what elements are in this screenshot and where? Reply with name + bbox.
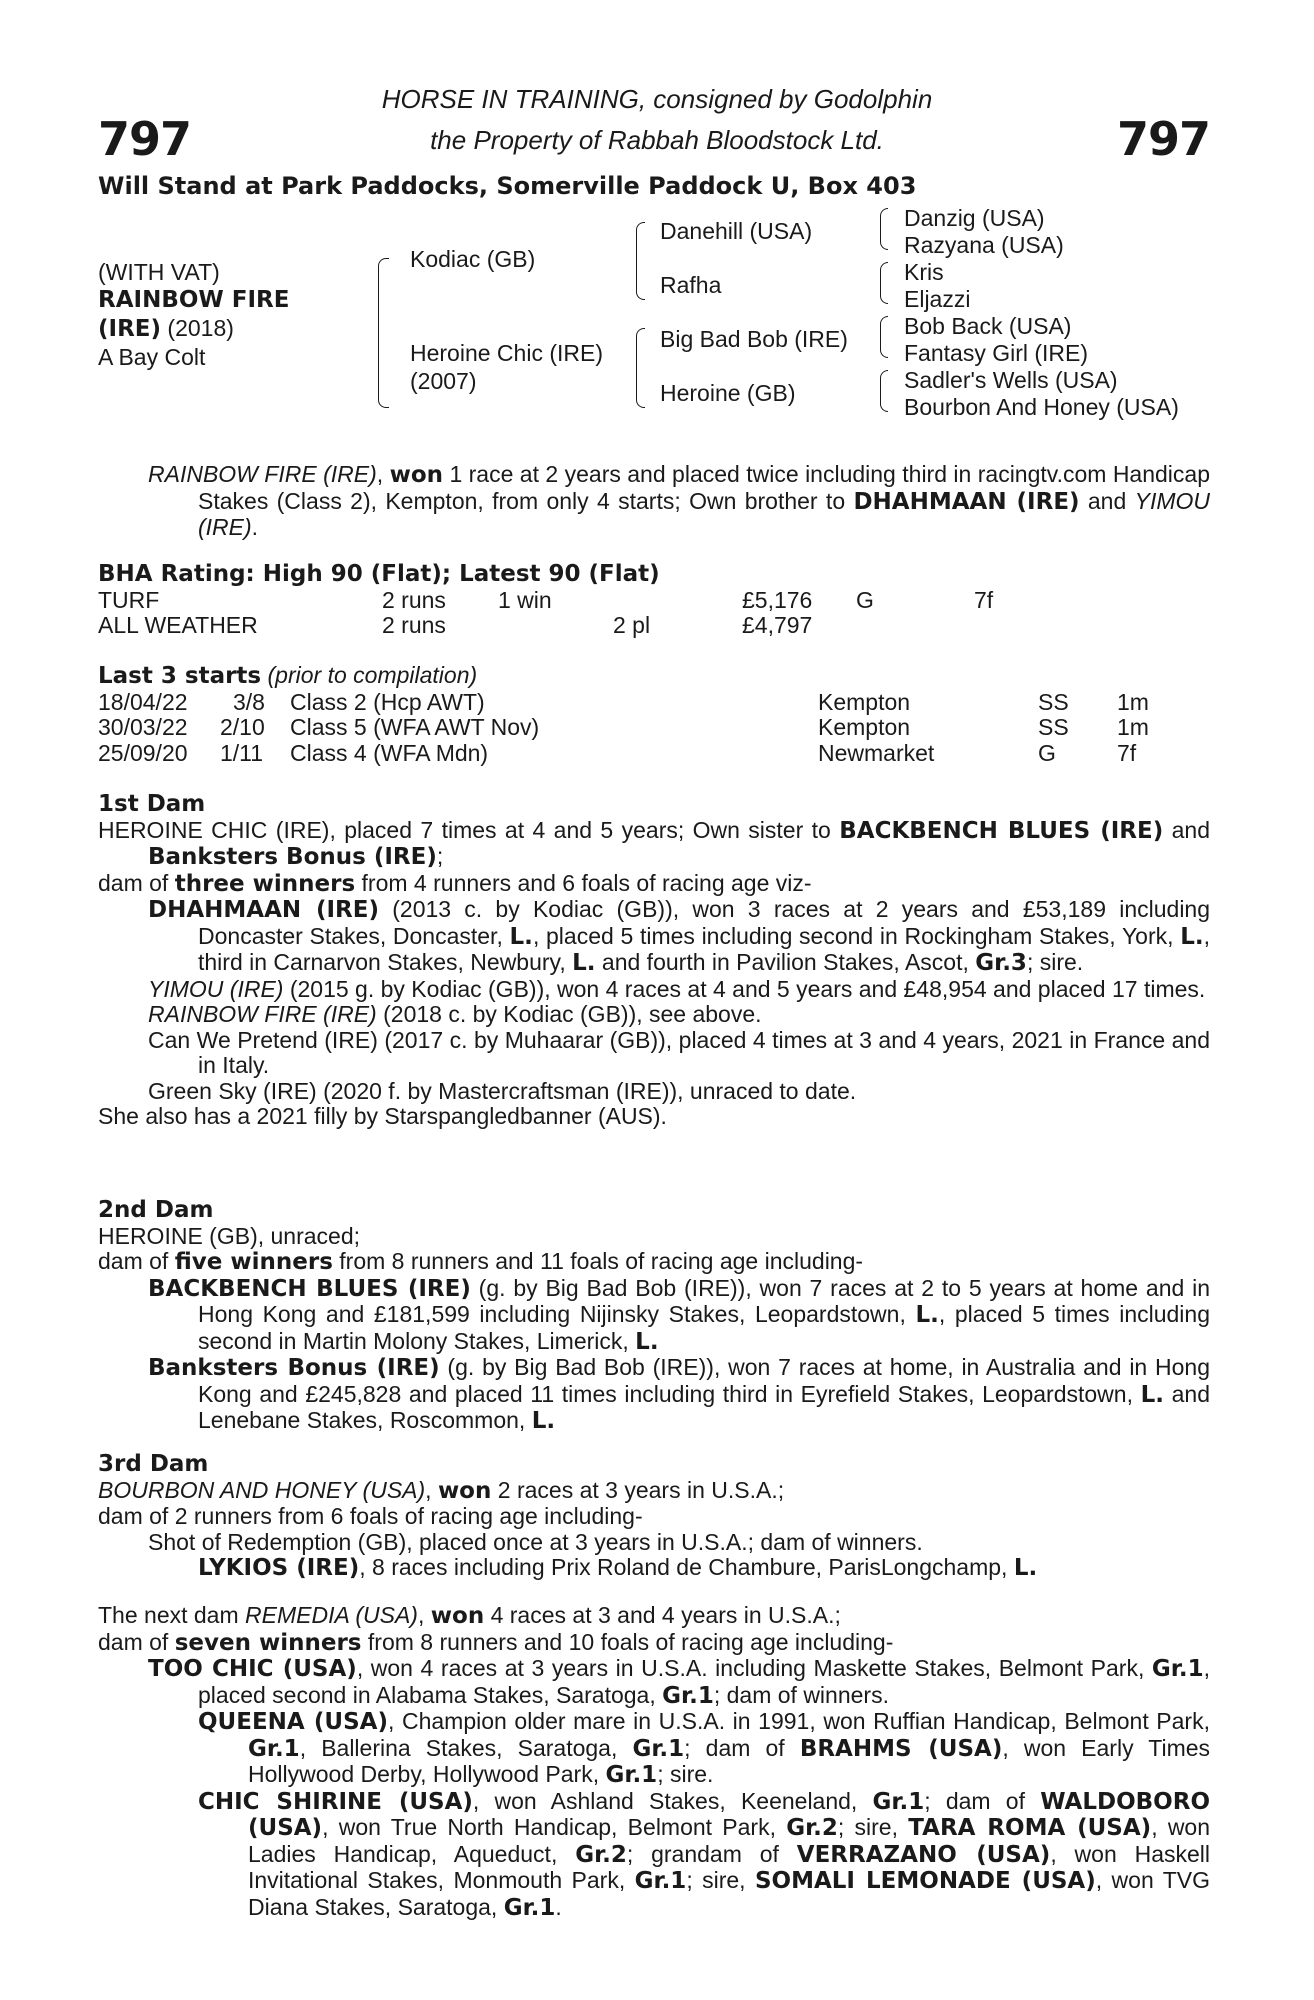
produce-entry — [148, 1002, 1210, 1028]
vat-label: (WITH VAT) — [98, 259, 220, 285]
text: 4 races at 3 and 4 years in U.S.A.; — [484, 1602, 841, 1628]
course: Newmarket — [818, 739, 935, 766]
produce-entry: Green Sky (IRE) (2020 f. by Mastercraftsman (IRE)), unraced to date. — [148, 1077, 857, 1104]
produce-entry — [148, 1276, 1210, 1356]
grade: L. — [1013, 1555, 1038, 1581]
surface: TURF — [98, 586, 160, 613]
rating-row — [98, 613, 1210, 639]
rating-title: BHA Rating: High 90 (Flat); Latest 90 (Flat) — [98, 561, 660, 587]
ssd: Razyana (USA) — [904, 232, 1064, 258]
dam-line — [98, 818, 1210, 871]
text: , Ballerina Stakes, Saratoga, — [299, 1734, 633, 1761]
start-row — [98, 690, 1210, 716]
text: ; dam of — [924, 1787, 1041, 1814]
produce-name: TOO CHIC (USA) — [148, 1656, 357, 1682]
dam-sire: Big Bad Bob (IRE) — [660, 326, 848, 352]
race: Class 5 (WFA AWT Nov) — [290, 714, 540, 740]
pedigree-brace — [378, 258, 389, 408]
text: from 8 runners and 11 foals of racing age including- — [332, 1248, 864, 1274]
date: 25/09/20 — [98, 739, 188, 766]
text: (2013 c. by Kodiac (GB)), won 3 races at 2 years and £53,189 including Doncaster Stakes, Doncaster, — [198, 896, 1211, 949]
text: (g. by Big Bad Bob (IRE)), won 7 races at home, in Australia and in Hong Kong and £245,828 and placed 11 times including third in Eyrefield Stakes, Leopardstown, — [198, 1354, 1210, 1407]
dam: Heroine Chic (IRE) — [410, 340, 603, 366]
produce-name: VERRAZANO (USA) — [796, 1841, 1051, 1868]
won-label: won — [389, 462, 444, 488]
text: ; sire, — [686, 1867, 755, 1893]
consignor-line: HORSE IN TRAINING, consigned by Godolphin — [381, 84, 933, 114]
text: from 8 runners and 10 foals of racing age including- — [361, 1628, 894, 1655]
dam-produce-line — [98, 1630, 1210, 1657]
grade: L. — [1140, 1381, 1164, 1408]
text: , won Ladies Handicap, Aqueduct, — [248, 1814, 1211, 1867]
surface: ALL WEATHER — [98, 612, 258, 638]
grade: Gr.1 — [503, 1894, 556, 1921]
text: The next dam — [98, 1602, 246, 1628]
text: 1 race at 2 years and placed twice including third in racingtv.com Handicap Stakes (Class 2), Kempton, from only 4 starts; Own brother to — [198, 461, 1210, 514]
grade: Gr.1 — [1151, 1656, 1204, 1682]
won-label: won — [437, 1477, 492, 1504]
text: , — [417, 1602, 431, 1628]
property-line: the Property of Rabbah Bloodstock Ltd. — [430, 125, 884, 155]
text: , third in Carnarvon Stakes, Newbury, — [198, 922, 1211, 975]
produce-entry — [148, 977, 1210, 1003]
section-title: 2nd Dam — [98, 1197, 214, 1223]
next-dam-section — [98, 1603, 1210, 1921]
text: ; dam of winners. — [713, 1681, 889, 1708]
date: 30/03/22 — [98, 714, 188, 740]
prize-money: £4,797 — [742, 612, 813, 638]
start-row — [98, 715, 1210, 741]
dam-produce-line: dam of 2 runners from 6 foals of racing age including- — [98, 1503, 643, 1529]
runs: 2 runs — [382, 586, 446, 613]
won-label: won — [430, 1603, 485, 1629]
ddd: Bourbon And Honey (USA) — [904, 394, 1179, 420]
text: ; dam of — [684, 1734, 800, 1761]
starts-note: (prior to compilation) — [261, 662, 478, 688]
winners-count: five winners — [174, 1249, 333, 1275]
course: Kempton — [818, 714, 911, 740]
produce-name: YIMOU (IRE) — [148, 975, 284, 1002]
grandproduce-entry — [198, 1555, 1210, 1582]
grade: Gr.1 — [632, 1735, 685, 1762]
produce-name: TARA ROMA (USA) — [908, 1815, 1152, 1841]
grade: L. — [572, 950, 596, 976]
course: Kempton — [818, 688, 911, 715]
horse-name-italic: RAINBOW FIRE (IRE) — [148, 461, 377, 487]
text: dam of — [98, 1628, 175, 1655]
text: ; sire. — [1026, 949, 1084, 975]
text: (g. by Big Bad Bob (IRE)), won 7 races at 2 to 5 years at home and in Hong Kong and £181,599 including Nijinsky Stakes, Leopardstown, — [198, 1274, 1210, 1327]
sdd: Eljazzi — [904, 286, 971, 312]
winners-count: seven winners — [174, 1629, 362, 1656]
going: SS — [1038, 714, 1069, 740]
sibling-name: YIMOU (IRE) — [198, 487, 1210, 540]
grade: Gr.1 — [605, 1762, 658, 1788]
text: 2 races at 3 years in U.S.A.; — [491, 1476, 785, 1503]
produce-name: BRAHMS (USA) — [799, 1735, 1003, 1762]
produce-name: CHIC SHIRINE (USA) — [198, 1788, 473, 1815]
grade: L. — [1180, 923, 1204, 950]
text: . — [251, 514, 259, 540]
horse-identity — [98, 258, 289, 371]
text: , — [425, 1476, 438, 1503]
dam-produce-line — [98, 871, 1210, 898]
text: ; — [436, 843, 444, 869]
produce-entry: Shot of Redemption (GB), placed once at 3 years in U.S.A.; dam of winners. — [148, 1528, 923, 1555]
text: dam of — [98, 1248, 175, 1274]
text: , won Early Times Hollywood Derby, Hollywood Park, — [248, 1734, 1211, 1787]
pedigree-brace — [636, 222, 645, 300]
grade: Gr.1 — [662, 1682, 714, 1709]
produce-entry — [148, 1656, 1210, 1709]
sss: Danzig (USA) — [904, 205, 1045, 231]
grade: Gr.3 — [975, 950, 1027, 976]
rating-section — [98, 562, 1210, 639]
produce-entry: Can We Pretend (IRE) (2017 c. by Muhaarar (GB)), placed 4 times at 3 and 4 years, 2021 in France and in Italy. — [148, 1026, 1210, 1078]
position: 3/8 — [233, 688, 265, 715]
dam-line: HEROINE (GB), unraced; — [98, 1222, 361, 1249]
text: HEROINE CHIC (IRE), placed 7 times at 4 and 5 years; Own sister to — [98, 816, 840, 843]
text: , 8 races including Prix Roland de Chambure, ParisLongchamp, — [359, 1554, 1014, 1580]
first-dam-section — [98, 792, 1210, 1130]
produce-name: RAINBOW FIRE (IRE) — [148, 1001, 377, 1027]
text: ; sire. — [657, 1761, 714, 1787]
grade: Gr.1 — [872, 1788, 925, 1815]
distance: 1m — [1117, 688, 1149, 715]
sire-sire: Danehill (USA) — [660, 218, 813, 244]
runs: 2 runs — [382, 612, 446, 638]
position: 1/11 — [220, 739, 264, 766]
dam-line — [98, 1603, 1210, 1630]
text: , won 4 races at 3 years in U.S.A. including Maskette Stakes, Belmont Park, — [356, 1655, 1152, 1681]
dss: Bob Back (USA) — [904, 313, 1072, 339]
text: dam of — [98, 869, 175, 896]
produce-name: Banksters Bonus (IRE) — [148, 1355, 440, 1381]
produce-entry — [148, 1355, 1210, 1435]
text: and Lenebane Stakes, Roscommon, — [198, 1380, 1210, 1433]
lot-number-left: 797 — [98, 112, 192, 166]
text: , placed 5 times including second in Rockingham Stakes, York, — [532, 922, 1181, 949]
dam-dam: Heroine (GB) — [660, 380, 796, 406]
text: and fourth in Pavilion Stakes, Ascot, — [595, 949, 976, 975]
grade: Gr.1 — [634, 1868, 687, 1894]
dds: Sadler's Wells (USA) — [904, 367, 1118, 393]
sire: Kodiac (GB) — [410, 246, 536, 272]
dam-name: BOURBON AND HONEY (USA) — [98, 1476, 426, 1503]
distance: 7f — [974, 586, 994, 613]
sds: Kris — [904, 259, 944, 285]
date: 18/04/22 — [98, 688, 188, 715]
black-type-name: Banksters Bonus (IRE) — [148, 844, 437, 870]
sire-dam: Rafha — [660, 272, 722, 298]
grade: Gr.2 — [786, 1815, 838, 1841]
dam-produce-line — [98, 1249, 1210, 1276]
distance: 7f — [1117, 739, 1137, 766]
text: ; sire, — [837, 1814, 909, 1840]
starts-title: Last 3 starts — [98, 663, 262, 689]
dam-line — [98, 1478, 1210, 1505]
dam-name: REMEDIA (USA) — [245, 1602, 418, 1628]
text: (2015 g. by Kodiac (GB)), won 4 races at 4 and 5 years and £48,954 and placed 17 times. — [283, 975, 1206, 1002]
text: and — [1163, 816, 1210, 843]
start-row — [98, 741, 1210, 767]
text: from 4 runners and 6 foals of racing age viz- — [355, 869, 812, 896]
produce-entry — [148, 897, 1210, 977]
text: , won Haskell Invitational Stakes, Monmouth Park, — [248, 1840, 1210, 1893]
going: G — [1038, 739, 1056, 766]
grade: L. — [635, 1328, 659, 1355]
grade: Gr.1 — [248, 1735, 300, 1762]
horse-description: A Bay Colt — [98, 344, 206, 370]
grade: L. — [531, 1408, 556, 1434]
grade: L. — [509, 923, 533, 950]
winners-count: three winners — [174, 870, 356, 897]
prize-money: £5,176 — [742, 586, 813, 613]
position: 2/10 — [220, 714, 265, 740]
produce-note: She also has a 2021 filly by Starspangledbanner (AUS). — [98, 1103, 667, 1129]
text: . — [555, 1893, 562, 1920]
produce-name: SOMALI LEMONADE (USA) — [754, 1868, 1096, 1894]
third-dam-section — [98, 1452, 1210, 1582]
second-dam-section — [98, 1198, 1210, 1435]
text: , won True North Handicap, Belmont Park, — [322, 1814, 787, 1840]
race: Class 2 (Hcp AWT) — [290, 688, 485, 715]
produce-name: QUEENA (USA) — [198, 1709, 388, 1735]
pedigree-brace — [636, 328, 645, 408]
grade: L. — [915, 1302, 939, 1328]
rating-row — [98, 588, 1210, 614]
text: , Champion older mare in U.S.A. in 1991, won Ruffian Handicap, Belmont Park, — [387, 1708, 1210, 1734]
produce-name: DHAHMAAN (IRE) — [148, 897, 379, 923]
text: , — [376, 461, 390, 487]
pedigree-brace — [880, 370, 888, 412]
produce-name: BACKBENCH BLUES (IRE) — [148, 1275, 471, 1302]
race-summary — [98, 462, 1210, 541]
dam-year: (2007) — [410, 368, 477, 394]
text: and — [1079, 487, 1135, 514]
going: G — [856, 586, 874, 613]
produce-name: WALDOBORO (USA) — [248, 1788, 1211, 1841]
pedigree-brace — [880, 208, 888, 250]
section-title: 3rd Dam — [98, 1451, 209, 1477]
section-title: 1st Dam — [98, 791, 206, 817]
text: , placed second in Alabama Stakes, Saratoga, — [198, 1655, 1210, 1708]
race: Class 4 (WFA Mdn) — [290, 739, 489, 766]
grandproduce-entry — [198, 1789, 1210, 1922]
black-type-name: BACKBENCH BLUES (IRE) — [839, 817, 1164, 844]
stand-location: Will Stand at Park Paddocks, Somerville Paddock U, Box 403 — [98, 172, 917, 200]
text: , placed 5 times including second in Martin Molony Stakes, Limerick, — [198, 1301, 1210, 1354]
wins: 1 win — [498, 586, 552, 613]
text: , won Ashland Stakes, Keeneland, — [472, 1787, 873, 1814]
sibling-name: DHAHMAAN (IRE) — [853, 488, 1080, 515]
text: , won TVG Diana Stakes, Saratoga, — [248, 1867, 1210, 1920]
foaling-year: (2018) — [161, 315, 234, 341]
horse-name: RAINBOW FIRE — [98, 287, 290, 313]
grandproduce-entry — [198, 1709, 1210, 1789]
last-starts-section — [98, 663, 1210, 766]
distance: 1m — [1117, 714, 1149, 740]
dsd: Fantasy Girl (IRE) — [904, 340, 1089, 366]
pedigree-brace — [880, 262, 888, 304]
produce-name: LYKIOS (IRE) — [198, 1555, 360, 1581]
text: (2018 c. by Kodiac (GB)), see above. — [376, 1001, 762, 1027]
grade: Gr.2 — [575, 1841, 627, 1868]
horse-suffix: (IRE) — [98, 316, 162, 342]
places: 2 pl — [613, 612, 651, 638]
lot-number-right: 797 — [1116, 112, 1210, 166]
pedigree-brace — [880, 316, 888, 358]
going: SS — [1038, 688, 1069, 715]
text: ; grandam of — [626, 1840, 797, 1867]
